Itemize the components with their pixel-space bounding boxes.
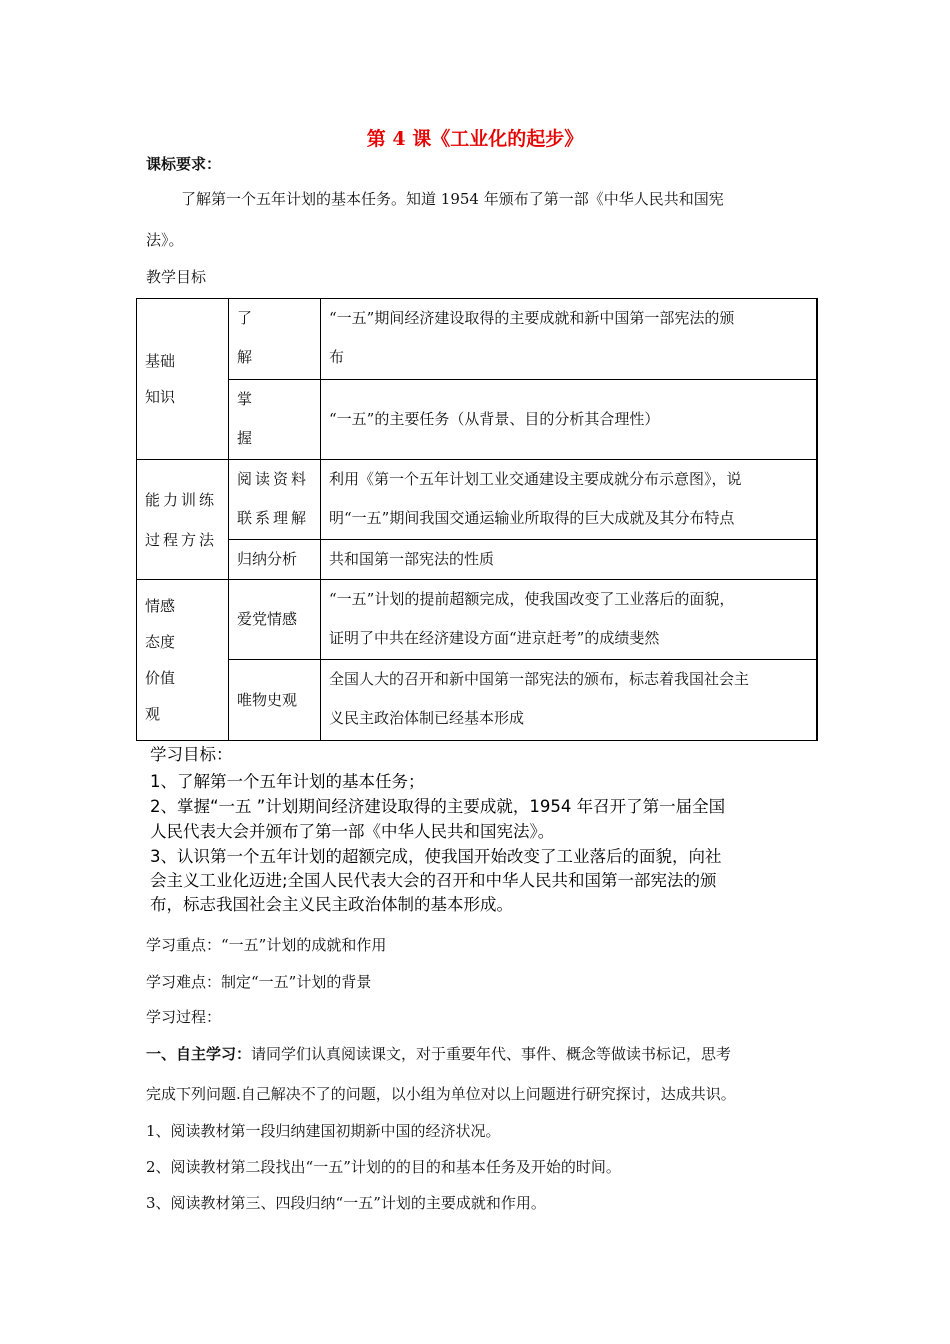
self-study-question-1: 1、阅读教材第一段归纳建国初期新中国的经济状况。 xyxy=(146,1122,501,1140)
content-line: 布 xyxy=(329,348,345,366)
self-study-text-line1: 请同学们认真阅读课文，对于重要年代、事件、概念等做读书标记，思考 xyxy=(251,1045,732,1063)
category-label: 基础 xyxy=(145,352,176,370)
category-label: 情感 xyxy=(145,597,176,615)
sub-label: 联系理解 xyxy=(237,509,310,527)
sub-understand xyxy=(229,299,321,380)
sub-label: 握 xyxy=(237,429,253,447)
content-line: 利用《第一个五年计划工业交通建设主要成就分布示意图》，说 xyxy=(329,470,742,488)
sub-label: 爱党情感 xyxy=(237,610,298,628)
content-line: “一五”的主要任务（从背景、目的分析其合理性） xyxy=(329,410,660,428)
sub-label: 掌 xyxy=(237,390,253,408)
sub-label: 唯物史观 xyxy=(237,690,298,709)
category-label: 价值 xyxy=(145,669,176,687)
content-materialism xyxy=(321,660,817,741)
learning-goal-2-line1: 2、掌握“一五 ”计划期间经济建设取得的主要成就，1954 年召开了第一届全国 xyxy=(150,797,726,816)
sub-label: 了 xyxy=(237,309,253,327)
content-line: 明“一五”期间我国交通运输业所取得的巨大成就及其分布特点 xyxy=(329,509,735,527)
content-line: 义民主政治体制已经基本形成 xyxy=(329,709,525,727)
self-study-question-3: 3、阅读教材第三、四段归纳“一五”计划的主要成就和作用。 xyxy=(146,1194,546,1212)
category-emotion xyxy=(137,580,229,741)
learning-goal-3-line3: 布，标志我国社会主义民主政治体制的基本形成。 xyxy=(150,895,513,914)
category-label: 态度 xyxy=(145,633,176,651)
content-line: 全国人大的召开和新中国第一部宪法的颁布，标志着我国社会主 xyxy=(329,670,750,688)
sub-label: 解 xyxy=(237,348,253,366)
content-love-party xyxy=(321,580,817,660)
content-line: “一五”期间经济建设取得的主要成就和新中国第一部宪法的颁 xyxy=(329,309,735,327)
learning-goals-heading: 学习目标： xyxy=(150,745,233,764)
self-study-text-line2: 完成下列问题.自己解决不了的问题，以小组为单位对以上问题进行研究探讨，达成共识。 xyxy=(146,1085,736,1103)
standards-text-line1: 了解第一个五年计划的基本任务。知道 1954 年颁布了第一部《中华人民共和国宪 xyxy=(181,190,724,208)
category-label: 观 xyxy=(145,705,161,723)
learning-goal-2-line2: 人民代表大会并颁布了第一部《中华人民共和国宪法》。 xyxy=(150,822,555,841)
sub-label: 阅读资料 xyxy=(237,470,310,488)
teaching-goals-heading: 教学目标 xyxy=(146,268,207,286)
sub-label: 归纳分析 xyxy=(237,550,298,568)
content-line: 共和国第一部宪法的性质 xyxy=(329,550,495,568)
standards-heading: 课标要求： xyxy=(146,155,222,173)
process-heading: 学习过程： xyxy=(146,1008,222,1026)
learning-goal-3-line2: 会主义工业化迈进;全国人民代表大会的召开和中华人民共和国第一部宪法的颁 xyxy=(150,871,717,890)
category-basic-knowledge xyxy=(137,299,229,460)
category-label: 知识 xyxy=(145,388,176,406)
sub-reading xyxy=(229,460,321,540)
category-label: 过程方法 xyxy=(145,530,218,549)
learning-goal-3-line1: 3、认识第一个五年计划的超额完成，使我国开始改变了工业落后的面貌，向社 xyxy=(150,847,722,866)
category-ability xyxy=(137,460,229,580)
key-point: 学习重点：“一五”计划的成就和作用 xyxy=(146,936,387,954)
sub-summarize xyxy=(229,540,321,580)
category-label: 能力训练 xyxy=(145,490,218,509)
content-summarize xyxy=(321,540,817,580)
content-line: “一五”计划的提前超额完成，使我国改变了工业落后的面貌， xyxy=(329,590,735,608)
learning-goal-1: 1、了解第一个五年计划的基本任务； xyxy=(150,772,425,791)
content-reading xyxy=(321,460,817,540)
difficulty-point: 学习难点：制定“一五”计划的背景 xyxy=(146,973,372,991)
self-study-label: 一、自主学习： xyxy=(146,1045,252,1063)
sub-materialism xyxy=(229,660,321,741)
page-title: 第 4 课《工业化的起步》 xyxy=(366,128,584,150)
standards-text-line2: 法》。 xyxy=(146,231,184,249)
content-master xyxy=(321,380,817,460)
content-understand xyxy=(321,299,817,380)
teaching-goals-table xyxy=(136,298,818,741)
self-study-intro xyxy=(146,1043,731,1064)
self-study-question-2: 2、阅读教材第二段找出“一五”计划的的目的和基本任务及开始的时间。 xyxy=(146,1158,621,1176)
sub-love-party xyxy=(229,580,321,660)
sub-master xyxy=(229,380,321,460)
content-line: 证明了中共在经济建设方面“进京赶考”的成绩斐然 xyxy=(329,629,660,647)
